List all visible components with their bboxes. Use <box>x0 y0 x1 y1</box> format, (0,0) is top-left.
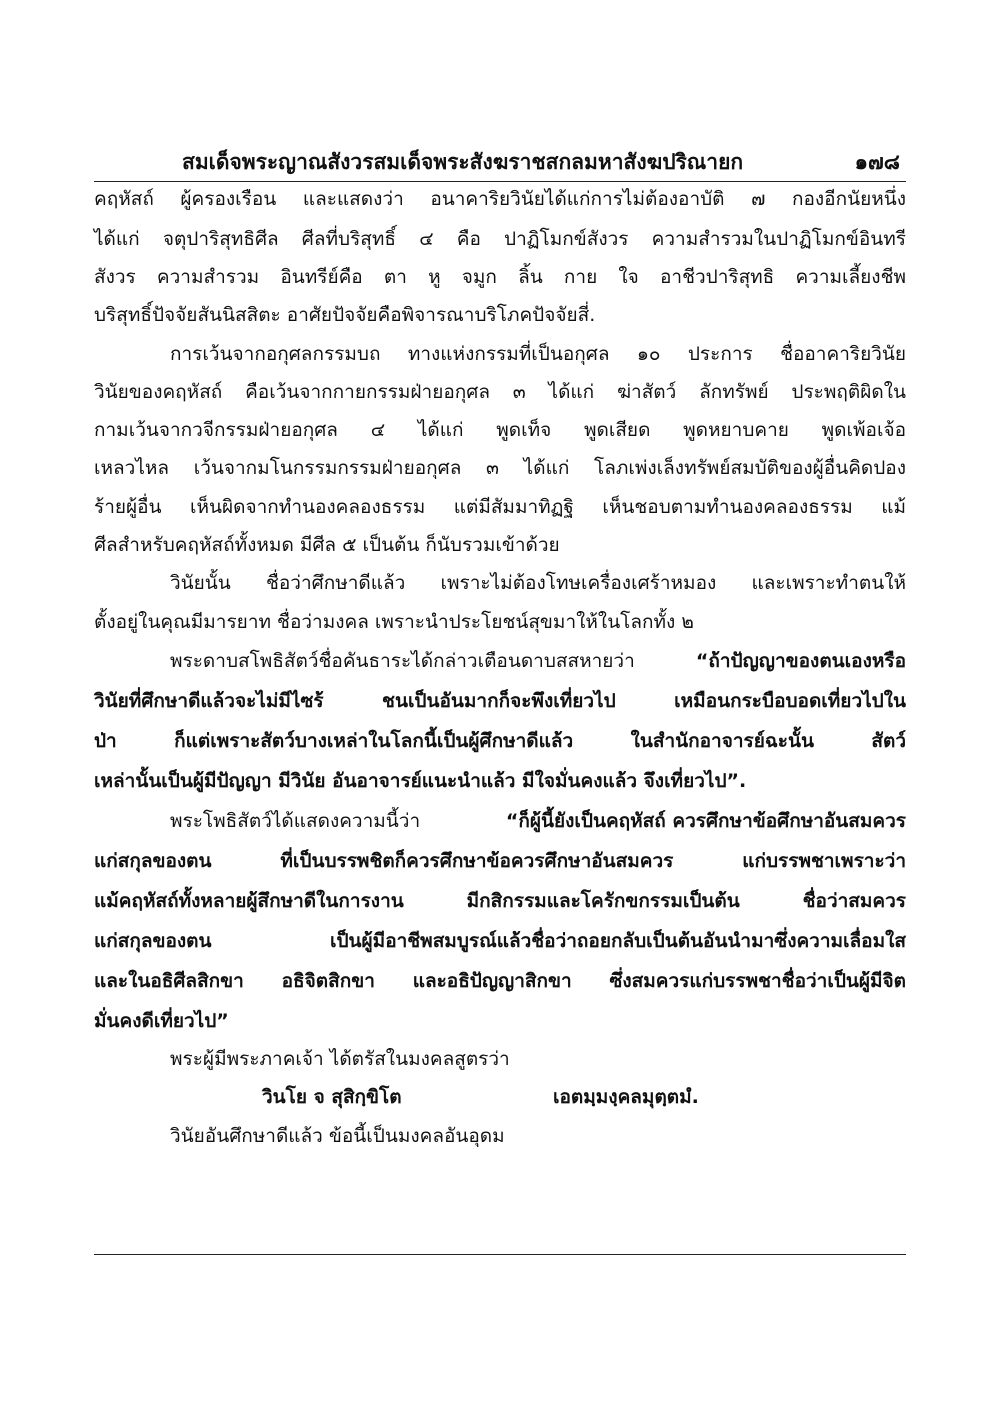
body-line: ศีลสำหรับคฤหัสถ์ทั้งหมด มีศีล ๕ เป็นต้น ก็นับรวมเข้าด้วย <box>94 534 560 556</box>
quote-line: เหล่านั้นเป็นผู้มีปัญญา มีวินัย อันอาจารย์แนะนำแล้ว มีใจมั่นคงแล้ว จึงเที่ยวไป”. <box>94 770 747 792</box>
paragraph-first-line: วินัยอันศึกษาดีแล้ว ข้อนี้เป็นมงคลอันอุดม <box>170 1125 505 1147</box>
paragraph-first-line <box>170 809 906 835</box>
quote-start: “ก็ผู้นี้ยังเป็นคฤหัสถ์ ควรศึกษาข้อศึกษาอันสมควร <box>505 810 906 832</box>
body-line: เหลวไหล เว้นจากมโนกรรมกรรมฝ่ายอกุศล ๓ ได้แก่ โลภเพ่งเล็งทรัพย์สมบัติของผู้อื่นคิดปอง <box>94 457 906 479</box>
quote-start: “ถ้าปัญญาของตนเองหรือ <box>695 650 906 672</box>
quote-line: แก่สกุลของตน ที่เป็นบรรพชิตก็ควรศึกษาข้อควรศึกษาอันสมควร แก่บรรพชาเพราะว่า <box>94 850 906 872</box>
header-rule <box>94 181 906 182</box>
body-line: กามเว้นจากวจีกรรมฝ่ายอกุศล ๔ ได้แก่ พูดเท็จ พูดเสียด พูดหยาบคาย พูดเพ้อเจ้อ <box>94 419 906 441</box>
pali-verse-left: วินโย จ สุสิกฺขิโต <box>262 1086 402 1108</box>
page-number: ๑๗๘ <box>854 150 900 174</box>
page-header <box>94 146 906 180</box>
quote-intro: พระโพธิสัตว์ได้แสดงความนี้ว่า <box>170 810 421 832</box>
paragraph-first-line: การเว้นจากอกุศลกรรมบถ ทางแห่งกรรมที่เป็นอกุศล ๑๐ ประการ ชื่ออาคาริยวินัย <box>170 343 906 365</box>
body-line: สังวร ความสำรวม อินทรีย์คือ ตา หู จมูก ลิ้น กาย ใจ อาชีวปาริสุทธิ ความเลี้ยงชีพ <box>94 266 906 288</box>
footer-rule <box>94 1254 906 1255</box>
paragraph-first-line: วินัยนั้น ชื่อว่าศึกษาดีแล้ว เพราะไม่ต้องโทษเครื่องเศร้าหมอง และเพราะทำตนให้ <box>170 572 906 594</box>
quote-line: และในอธิศีลสิกขา อธิจิตสิกขา และอธิปัญญาสิกขา ซึ่งสมควรแก่บรรพชาชื่อว่าเป็นผู้มีจิต <box>94 970 906 992</box>
header-title: สมเด็จพระญาณสังวรสมเด็จพระสังฆราชสกลมหาสังฆปริณายก <box>182 150 744 174</box>
body-line: ร้ายผู้อื่น เห็นผิดจากทำนองคลองธรรม แต่มีสัมมาทิฏฐิ เห็นชอบตามทำนองคลองธรรม แม้ <box>94 496 906 518</box>
body-line: บริสุทธิ์ปัจจัยสันนิสสิตะ อาศัยปัจจัยคือพิจารณาบริโภคปัจจัยสี่. <box>94 304 596 326</box>
paragraph-first-line: พระผู้มีพระภาคเจ้า ได้ตรัสในมงคลสูตรว่า <box>170 1048 510 1070</box>
paragraph-first-line <box>170 649 906 675</box>
quote-line: มั่นคงดีเที่ยวไป” <box>94 1010 229 1032</box>
quote-line: แม้คฤหัสถ์ทั้งหลายผู้สึกษาดีในการงาน มีกสิกรรมและโครักขกรรมเป็นต้น ชื่อว่าสมควร <box>94 890 906 912</box>
quote-line: แก่สกุลของตน เป็นผู้มีอาชีพสมบูรณ์แล้วชื่อว่าถอยกลับเป็นต้นอันนำมาซึ่งความเลื่อมใส <box>94 930 906 952</box>
body-line: ตั้งอยู่ในคุณมีมารยาท ชื่อว่ามงคล เพราะนำประโยชน์สุขมาให้ในโลกทั้ง ๒ <box>94 611 694 633</box>
body-line: วินัยของคฤหัสถ์ คือเว้นจากกายกรรมฝ่ายอกุศล ๓ ได้แก่ ฆ่าสัตว์ ลักทรัพย์ ประพฤติผิดใน <box>94 381 906 403</box>
pali-verse-right: เอตมฺมงฺคลมุตฺตมํ. <box>553 1086 699 1108</box>
body-line: คฤหัสถ์ ผู้ครองเรือน และแสดงว่า อนาคาริยวินัยได้แก่การไม่ต้องอาบัติ ๗ กองอีกนัยหนึ่ง <box>94 188 906 210</box>
quote-line: วินัยที่ศึกษาดีแล้วจะไม่มีไซร้ ชนเป็นอันมากก็จะพึงเที่ยวไป เหมือนกระบือบอดเที่ยวไปใน <box>94 690 906 712</box>
body-line: ได้แก่ จตุปาริสุทธิศีล ศีลที่บริสุทธิ์ ๔ คือ ปาฏิโมกข์สังวร ความสำรวมในปาฏิโมกข์อินทรี <box>94 228 906 250</box>
quote-intro: พระดาบสโพธิสัตว์ชื่อคันธาระได้กล่าวเตือนดาบสสหายว่า <box>170 650 635 672</box>
quote-line: ป่า ก็แต่เพราะสัตว์บางเหล่าในโลกนี้เป็นผู้ศึกษาดีแล้ว ในสำนักอาจารย์ฉะนั้น สัตว์ <box>94 730 906 752</box>
